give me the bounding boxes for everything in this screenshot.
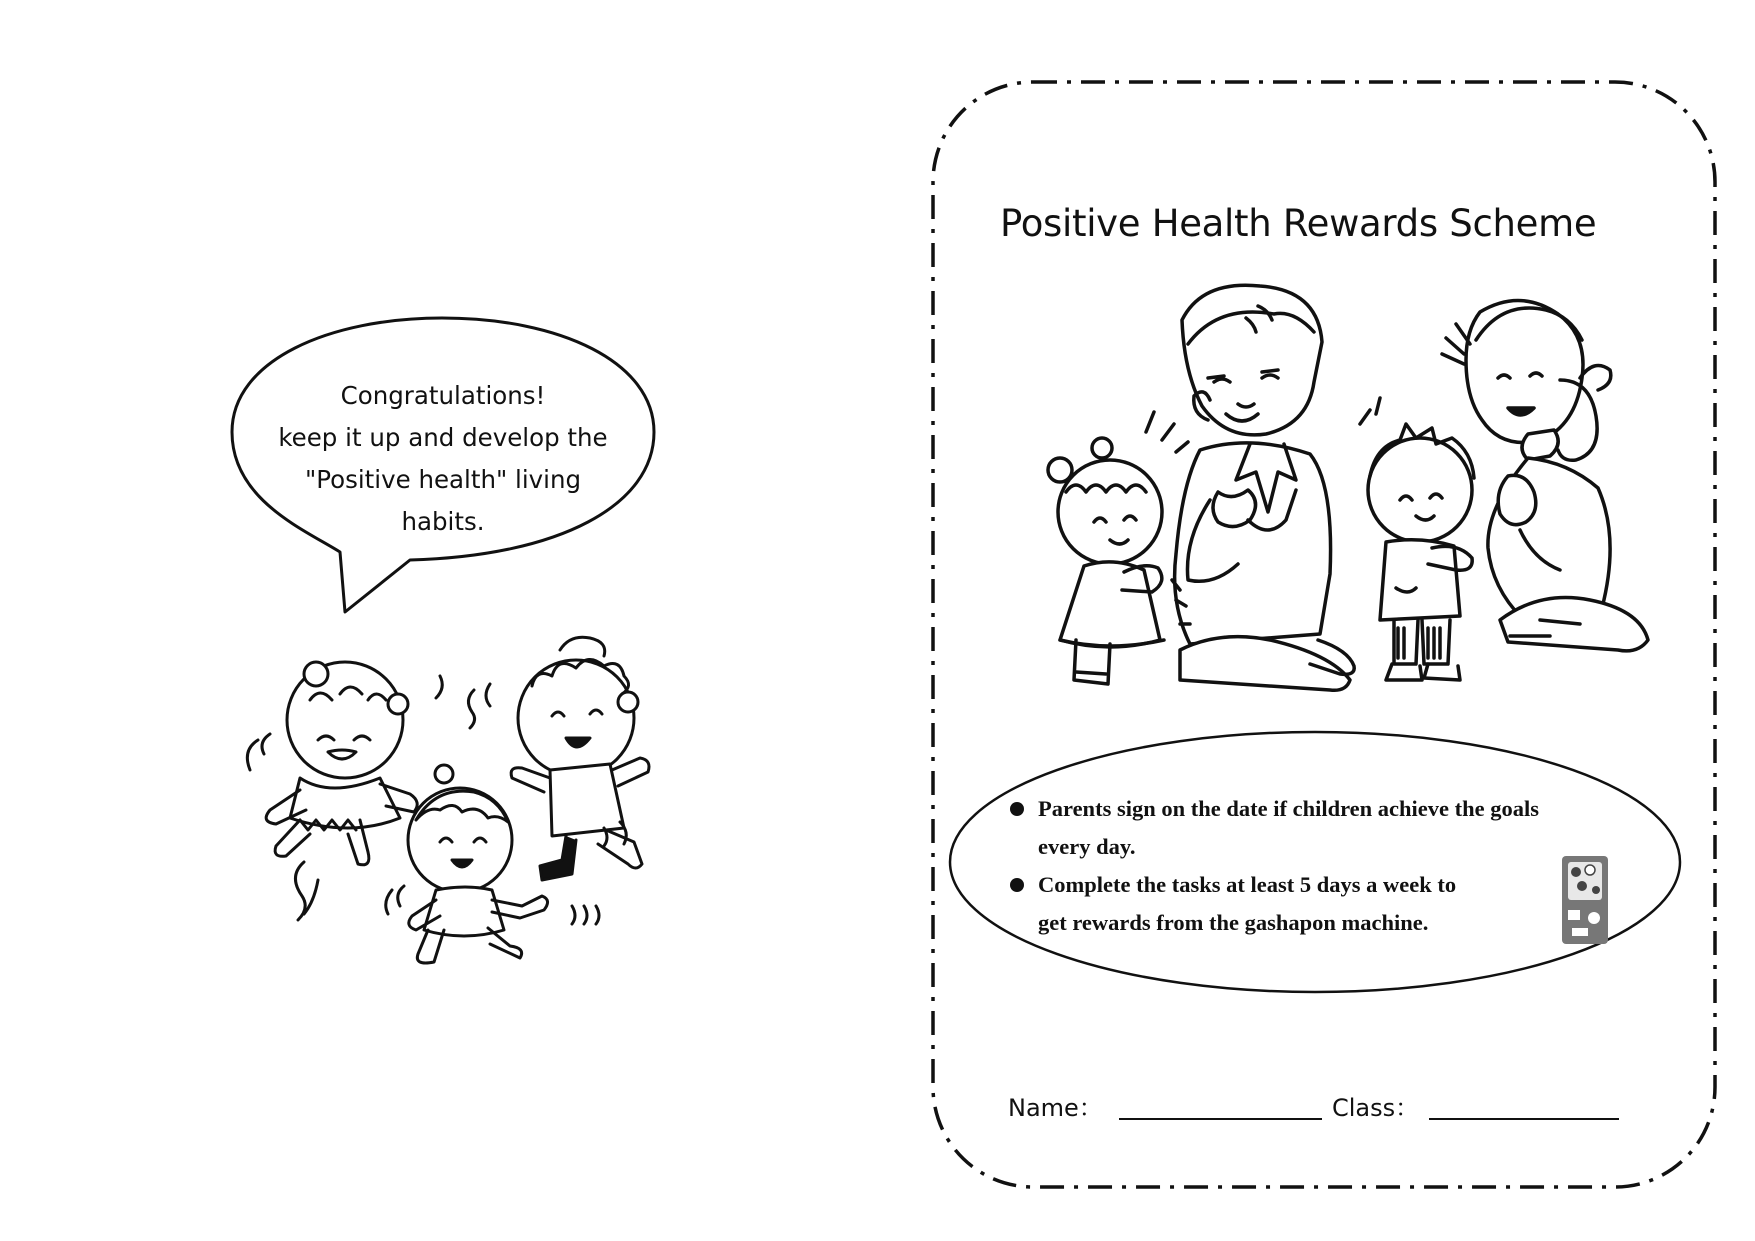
- class-field[interactable]: [1429, 1118, 1619, 1120]
- rule-1-line-1: Parents sign on the date if children achieve the goals: [1038, 796, 1540, 821]
- name-label: Name：: [1008, 1094, 1103, 1122]
- rule-2-line-2: get rewards from the gashapon machine.: [1038, 910, 1429, 935]
- card-title: Positive Health Rewards Scheme: [1000, 202, 1597, 245]
- bubble-line-3: "Positive health" living: [304, 465, 582, 494]
- bubble-line-2: keep it up and develop the: [278, 423, 608, 452]
- bubble-line-1: Congratulations!: [340, 381, 546, 410]
- name-field[interactable]: [1119, 1118, 1322, 1120]
- bubble-line-4: habits.: [401, 507, 485, 536]
- rule-2-line-1: Complete the tasks at least 5 days a week to: [1038, 872, 1457, 897]
- student-fields: [1008, 1088, 1628, 1128]
- class-label: Class：: [1332, 1094, 1420, 1122]
- rule-1-line-2: every day.: [1038, 834, 1136, 859]
